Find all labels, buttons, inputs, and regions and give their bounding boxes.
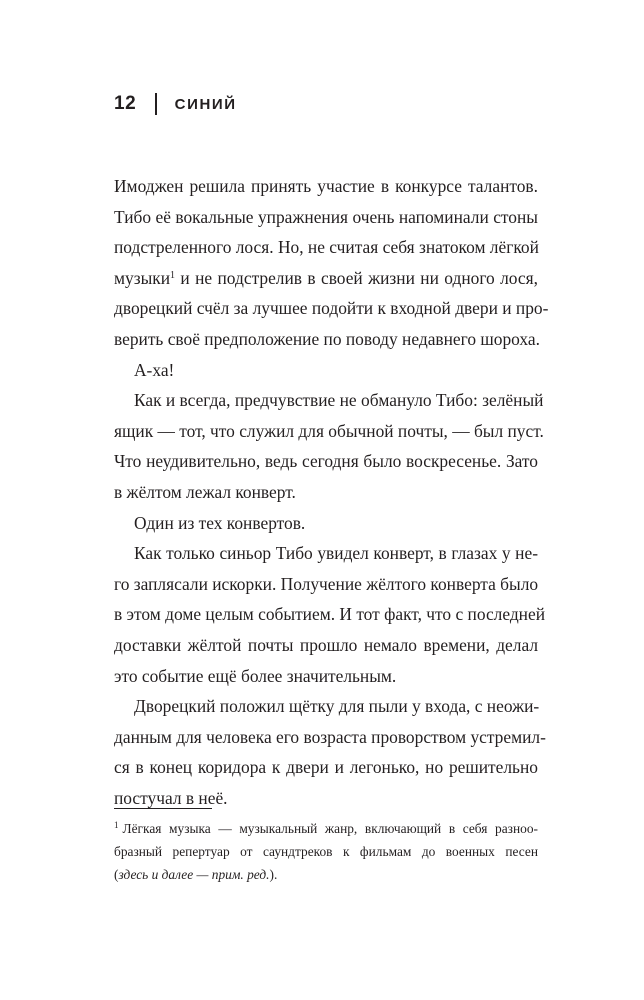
editor-note: здесь и далее — прим. ред. [118, 867, 270, 882]
text-fragment: и не подстрелив в своей жизни ни одного лося, [175, 267, 538, 288]
text-line: в этом доме целым событием. И тот факт, что с последней [114, 604, 546, 625]
text-line: Что неудивительно, ведь сегодня было воскресенье. Зато [114, 451, 538, 472]
text-line: го заплясали искорки. Получение жёлтого конверта было [114, 573, 539, 594]
text-line: дворецкий счёл за лучшее подойти к входной двери и про- [114, 298, 549, 319]
footnote [114, 817, 538, 886]
text-line: Как только синьор Тибо увидел конверт, в глазах у не- [134, 543, 538, 564]
paragraph [114, 538, 546, 691]
text-line: данным для человека его возраста проворством устремил- [114, 726, 546, 747]
text-line: доставки жёлтой почты прошло немало времени, делал [114, 634, 538, 655]
footnote-text: ). [269, 867, 278, 882]
paragraph [114, 508, 538, 539]
footnote-text: ( [114, 867, 119, 882]
text-line: Тибо её вокальные упражнения очень напоминали стоны [114, 206, 538, 227]
text-line: Имоджен решила принять участие в конкурсе талантов. [114, 176, 538, 196]
section-title: СИНИЙ [174, 95, 237, 113]
footnote-line [114, 817, 538, 840]
header-divider [155, 93, 157, 115]
text-line: постучал в неё. [114, 787, 228, 808]
page-number: 12 [114, 93, 137, 114]
text-line-with-footnote [114, 263, 538, 294]
footnote-marker: 1 [114, 820, 119, 830]
text-line: ся в конец коридора к двери и легонько, но решительно [114, 757, 538, 778]
text-line: А-ха! [134, 359, 175, 380]
text-line: подстреленного лося. Но, не считая себя знатоком лёгкой [114, 237, 539, 258]
running-head [114, 92, 237, 116]
text-line: Один из тех конвертов. [134, 512, 306, 533]
footnote-line [114, 863, 538, 886]
paragraph [114, 355, 538, 386]
text-fragment: музыки [114, 267, 171, 288]
text-line: Дворецкий положил щётку для пыли у входа, с неожи- [134, 696, 540, 717]
footnote-reference[interactable]: 1 [170, 269, 176, 281]
paragraph [114, 171, 549, 355]
paragraph [114, 385, 544, 507]
text-line: Как и всегда, предчувствие не обмануло Тибо: зелёный [134, 390, 544, 411]
body-text [114, 171, 549, 813]
text-line: верить своё предположение по поводу недавнего шороха. [114, 328, 540, 349]
text-line: в жёлтом лежал конверт. [114, 481, 296, 502]
footnote-line: бразный репертуар от саундтреков к фильмам до военных песен [114, 844, 538, 859]
paragraph [114, 691, 546, 813]
footnote-separator [114, 808, 212, 809]
text-line: это событие ещё более значительным. [114, 665, 397, 686]
text-line: ящик — тот, что служил для обычной почты, — был пуст. [114, 420, 544, 441]
footnote-text: Лёгкая музыка — музыкальный жанр, включающий в себя разноо- [122, 821, 538, 836]
